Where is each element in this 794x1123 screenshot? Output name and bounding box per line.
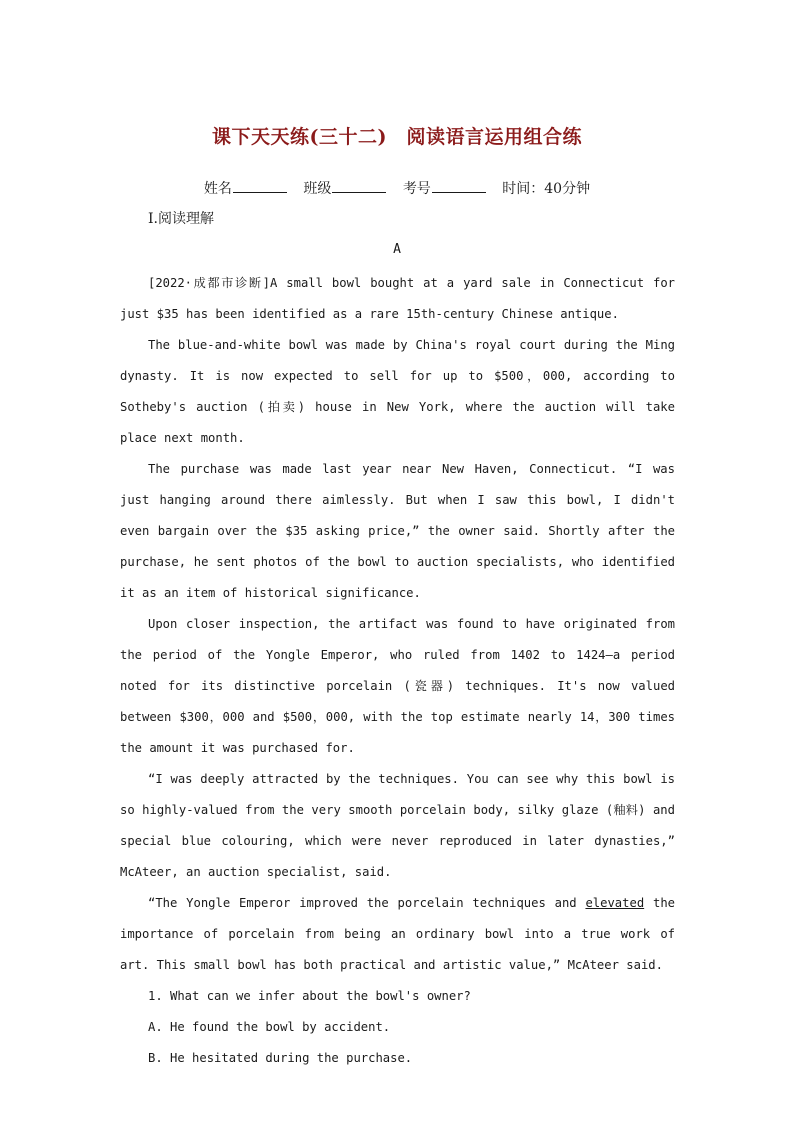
answer-option[interactable]: B. He hesitated during the purchase. — [148, 1051, 413, 1065]
paragraph: The purchase was made last year near New Haven, Connecticut. “I was just hanging around there aimlessly. But when I saw this bowl, I didn't even bargain over the $35 asking price,” the owner said. Shortly after the purchase, he sent photos of the bowl to auction specialists, who identified it as an item of historical significance. — [120, 462, 675, 600]
passage-label: A — [393, 242, 401, 257]
answer-option[interactable]: A. He found the bowl by accident. — [148, 1020, 391, 1034]
exam-number-blank[interactable] — [432, 192, 486, 193]
name-blank[interactable] — [233, 192, 287, 193]
paragraph: “The Yongle Emperor improved the porcelain techniques and elevated the importance of porcelain from being an ordinary bowl into a true work of art. This small bowl has both practical and artistic value,” McAteer said. — [120, 896, 675, 972]
class-blank[interactable] — [332, 192, 386, 193]
class-field: 班级 — [303, 181, 386, 197]
question-stem: 1. What can we infer about the bowl's owner? — [148, 989, 471, 1003]
time-limit: 时间：40分钟 — [502, 181, 591, 197]
paragraph: The blue-and-white bowl was made by China's royal court during the Ming dynasty. It is now expected to sell for up to $500，000, according to Sotheby's auction (拍卖) house in New York, where the auction will take place next month. — [120, 338, 675, 445]
underlined-word: elevated — [585, 896, 645, 910]
exam-number-field: 考号 — [403, 181, 486, 197]
paragraph: Upon closer inspection, the artifact was found to have originated from the period of the Yongle Emperor, who ruled from 1402 to 1424—a period noted for its distinctive porcelain (瓷器) techniques. It's now valued between $300，000 and $500，000, with the top estimate nearly 14，300 times the amount it was purchased for. — [120, 617, 675, 755]
paragraph: [2022·成都市诊断]A small bowl bought at a yard sale in Connecticut for just $35 has been identified as a rare 15th-century Chinese antique. — [120, 276, 675, 321]
section-heading: Ⅰ.阅读理解 — [148, 211, 214, 227]
paragraph: “I was deeply attracted by the techniques. You can see why this bowl is so highly-valued from the very smooth porcelain body, silky glaze (釉料) and special blue colouring, which were never reproduced in later dynasties,” McAteer, an auction specialist, said. — [120, 772, 675, 879]
student-info-line — [0, 178, 794, 198]
passage-body — [120, 268, 675, 1074]
name-field: 姓名 — [204, 181, 287, 197]
page-title: 课下天天练(三十二) 阅读语言运用组合练 — [212, 126, 582, 148]
